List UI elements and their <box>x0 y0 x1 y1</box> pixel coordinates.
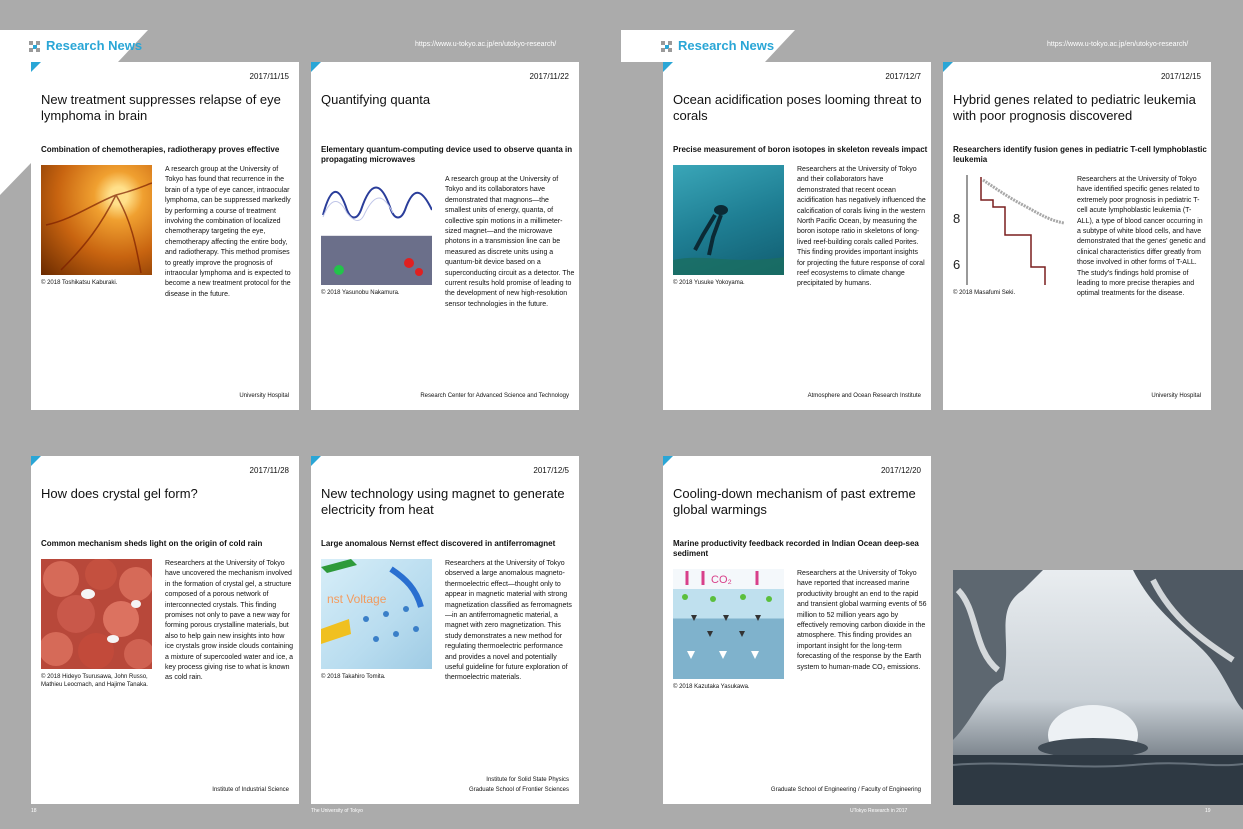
corner-accent <box>31 62 41 72</box>
card-subtitle: Precise measurement of boron isotopes in skeleton reveals impact <box>673 145 928 154</box>
news-card-nernst-effect[interactable] <box>311 456 579 804</box>
card-institute: University Hospital <box>1151 393 1201 399</box>
card-body: Researchers at the University of Tokyo have reported that increased marine productivity brought an end to the rapid and transient global warming events of 56 million to 52 million years ago by effectively removing carbon dioxide in the atmosphere. This finding provides an important insight for the long-term forecasting of the response by the Earth system to human-made CO₂ emissions. <box>797 570 927 671</box>
card-subtitle: Researchers identify fusion genes in pediatric T-cell lymphoblastic leukemia <box>953 145 1207 164</box>
retina-image <box>41 165 152 275</box>
card-subtitle: Marine productivity feedback recorded in Indian Ocean deep-sea sediment <box>673 539 919 558</box>
research-news-logo-icon <box>661 41 672 52</box>
news-card-ocean-acidification[interactable] <box>663 62 931 410</box>
card-date: 2017/12/20 <box>880 466 921 475</box>
figure-tick-label: 8 <box>953 211 961 226</box>
section-title: Research News <box>678 38 775 53</box>
card-date: 2017/11/22 <box>529 72 569 81</box>
card-body: Researchers at the University of Tokyo observed a large anomalous magneto-thermoelectric effect—thought only to appear in magnetic material with strong magnetization classified as ferromagnets—in an antiferromagnetic material, a magnet with zero magnetization. This study demonstrates a new method for regulating thermoelectric performance and provides a novel and potentially useful guideline for future exploration of thermoelectric materials. <box>445 560 572 682</box>
crystal-gel-image <box>41 559 152 669</box>
left-publication-name: The University of Tokyo <box>311 808 363 814</box>
section-title: Research News <box>46 38 143 53</box>
left-header <box>0 30 310 62</box>
image-credit: © 2018 Yusuke Yokoyama. <box>673 280 745 286</box>
card-title: Hybrid genes related to pediatric leukemia with poor prognosis discovered <box>953 92 1196 123</box>
corner-accent <box>311 456 321 466</box>
card-body: A research group at the University of Tokyo and its collaborators have demonstrated that magnons—the smallest units of energy, quanta, of collective spin motions in a millimeter-sized magnet—and the microwave photons in a transmission line can be measured as discrete units using a quantum-bit device based on a superconducting circuit as a detector. The current results hold promise of leading to the development of new high-resolution sensor technologies in the future. <box>445 176 575 308</box>
right-page-number: 19 <box>1205 808 1211 814</box>
news-card-pediatric-leukemia[interactable] <box>943 62 1211 410</box>
card-institute: Atmosphere and Ocean Research Institute <box>807 393 921 399</box>
card-subtitle: Combination of chemotherapies, radiotherapy proves effective <box>41 145 280 154</box>
ocean-productivity-figure <box>673 569 784 679</box>
card-institute: University Hospital <box>239 393 289 399</box>
figure-co2-label: CO₂ <box>711 574 732 586</box>
card-body: Researchers at the University of Tokyo and their collaborators have demonstrated that recent ocean acidification has negatively influenced the calcification of corals living in the western North Pacific Ocean, by measuring the boron isotope ratio in skeletons of long-lived reef-building corals called Porites. This finding provides important insights for projecting the future response of coral reef ecosystems to climate change precipitated by humans. <box>797 166 926 288</box>
snowy-landscape-photo <box>953 570 1243 805</box>
corner-accent <box>663 62 673 72</box>
card-institute: Graduate School of Engineering / Faculty of Engineering <box>770 787 921 793</box>
image-credit: © 2018 Yasunobu Nakamura. <box>321 290 400 296</box>
card-subtitle: Large anomalous Nernst effect discovered in antiferromagnet <box>321 539 556 548</box>
header-url[interactable]: https://www.u-tokyo.ac.jp/en/utokyo-research/ <box>1047 41 1189 48</box>
quantum-device-image <box>321 175 432 285</box>
image-credit: © 2018 Toshikatsu Kaburaki. <box>41 280 118 286</box>
card-date: 2017/12/5 <box>533 466 569 475</box>
news-card-global-warming[interactable] <box>663 456 931 804</box>
news-card-eye-lymphoma[interactable] <box>31 62 299 410</box>
left-page-number: 18 <box>31 808 37 814</box>
right-publication-name: UTokyo Research in 2017 <box>850 808 908 814</box>
card-institute: Institute for Solid State Physics Graduate School of Frontier Sciences <box>468 777 569 793</box>
news-card-crystal-gel[interactable] <box>31 456 299 804</box>
card-institute: Institute of Industrial Science <box>212 787 289 793</box>
card-body: A research group at the University of Tokyo has found that recurrence in the brain of a type of eye cancer, intraocular lymphoma, can be suppressed markedly by performing a course of treatment involving the combination of localized chemotherapy targeting the eye, chemotherapy affecting the entire body, and radiotherapy. This method promises to greatly improve the prognosis of intraocular lymphoma and is expected to become a new treatment protocol for the disease in the future. <box>165 166 291 298</box>
image-credit: © 2018 Hideyo Tsurusawa, John Russo, Mathieu Leocmach, and Hajime Tanaka. <box>41 674 148 688</box>
card-title: How does crystal gel form? <box>41 486 198 501</box>
image-credit: © 2018 Takahiro Tomita. <box>321 674 386 680</box>
research-news-logo-icon <box>29 41 40 52</box>
card-body: Researchers at the University of Tokyo have identified specific genes related to extremely poor prognosis in pediatric T-cell acute lymphoblastic leukemia (T-ALL), a type of blood cancer occurring in a subtype of white blood cells, and have demonstrated that the genes' genetic and clinical characteristics differ greatly from those involved in other forms of T-ALL. The study's findings hold promise of leading to more precise therapies and optimal treatments for the disease. <box>1077 176 1206 298</box>
card-title: Ocean acidification poses looming threat to corals <box>673 92 922 123</box>
card-date: 2017/12/7 <box>885 72 921 81</box>
image-credit: © 2018 Kazutaka Yasukawa. <box>673 684 750 690</box>
card-title: New technology using magnet to generate electricity from heat <box>321 486 565 517</box>
news-card-quanta[interactable] <box>311 62 579 410</box>
magnet-illustration <box>321 559 432 669</box>
right-header <box>621 30 921 62</box>
card-date: 2017/11/15 <box>249 72 289 81</box>
card-title: New treatment suppresses relapse of eye lymphoma in brain <box>41 92 281 123</box>
survival-curve-figure <box>953 175 1064 285</box>
card-date: 2017/11/28 <box>249 466 289 475</box>
card-title: Cooling-down mechanism of past extreme global warmings <box>673 486 916 517</box>
diver-coral-image <box>673 165 784 275</box>
card-body: Researchers at the University of Tokyo have uncovered the mechanism involved in the formation of crystal gel, a structure composed of a porous network of interconnected crystals. This finding promises not only to pave a new way for forming porous crystalline materials, but also to help gain new insights into how ice crystals grow inside clouds containing a mixture of supercooled water and ice, a key process giving rise to what is known as cold rain. <box>165 560 294 682</box>
figure-tick-label: 6 <box>953 257 961 272</box>
card-subtitle: Elementary quantum-computing device used to observe quanta in propagating microwaves <box>321 145 573 164</box>
corner-accent <box>31 456 41 466</box>
corner-accent <box>311 62 321 72</box>
image-credit: © 2018 Masafumi Seki. <box>953 290 1016 296</box>
card-institute: Research Center for Advanced Science and Technology <box>420 393 569 399</box>
card-subtitle: Common mechanism sheds light on the origin of cold rain <box>41 539 263 548</box>
corner-accent <box>943 62 953 72</box>
card-date: 2017/12/15 <box>1160 72 1201 81</box>
corner-accent <box>663 456 673 466</box>
header-url[interactable]: https://www.u-tokyo.ac.jp/en/utokyo-research/ <box>415 41 557 48</box>
card-title: Quantifying quanta <box>321 92 431 107</box>
svg-text:nst Voltage: nst Voltage <box>327 592 387 606</box>
